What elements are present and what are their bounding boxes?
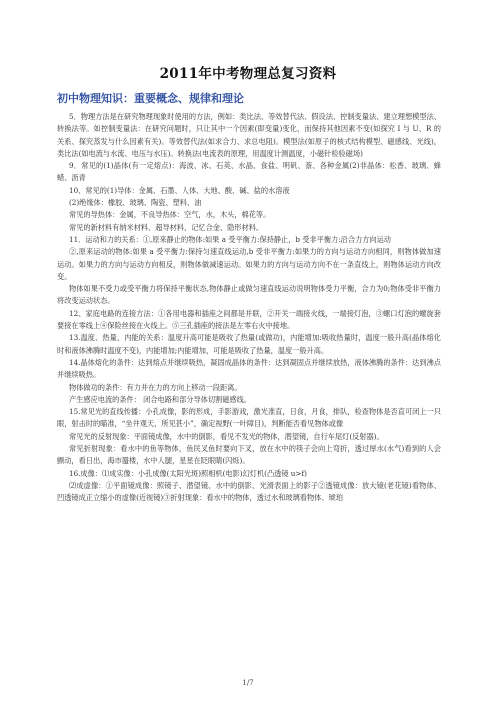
paragraph: 5．物理方法是在研究物理现象时使用的方法，例如：类比法、等效替代法、假设法、控制变量法、建立理想模型法、转换法等。如控制变量法：在研究问题时，只让其中一个因素(即变量)变化，而保持其他因素不变(如探究 I 与 U、R 的关系、探究蒸发与什么因素有关)。等效替代法(如求合力、求总电阻)。模型法(如原子的核式结构模型、磁感线、光线)，类比法(如电流与水流、电压与水压)。转换法(电流表的原理，用温度计测温度，小磁针检验磁场)	[57, 112, 441, 158]
paragraph: 常见折射现象：看水中的鱼等物体，鱼民叉鱼时要向下叉，放在水中的筷子会向上弯折，透过厚水(水气)看到的人会颤动，看日出，海市蜃楼，水中人腿，星星在眨眼睛(闪烁)。	[57, 444, 441, 466]
paragraph: 常见的导热体：金属，不良导热体：空气，水，木头，棉花等。	[69, 210, 271, 220]
paragraph: ②,原来运动的物体:如果 a 受平衡力:保持匀速直线运动,b 受非平衡力:如果力的方向与运动方向相同，则物体做加速运动。如果力的方向与运动方向相反，则物体做减速运动。如果力的方向与运动方向不在一条直线上，则物体运动方向改变。	[57, 247, 441, 281]
paragraph: ⑵成虚像：①平面镜成像：照镜子、潜望镜、水中的倒影、光滑表面上的影子②透镜成像：放大镜(老花镜)看物体、凹透镜成正立缩小的虚像(近视镜)③折射现象：看水中的物体，透过水和玻璃看物体、琥珀	[57, 480, 441, 503]
paragraph: 15.常见光的直线传播：小孔成像，影的形成，手影游戏，激光准直，日食，月食，排队，检查物体是否直可闭上一只眼，射击时的瞄准，“坐井观天，所见甚小”，确定视野(一叶障目)，判断能否看见物体或像	[57, 407, 441, 429]
document-body	[57, 111, 441, 505]
section-heading: 初中物理知识：重要概念、规律和理论	[57, 92, 244, 105]
paragraph: 物体做功的条件：有力并在力的方向上移动一段距离。	[69, 382, 242, 392]
paragraph: (2)绝缘体：橡胶、玻璃、陶瓷、塑料、油	[69, 198, 202, 208]
paragraph: 13.温度、热量、内能的关系：温度升高可能是吸收了热量(或做功)，内能增加:吸收热量时，温度一般升高(晶体熔化时和液体沸腾时温度不变)，内能增加;内能增加，可能是吸收了热量，温度一般升高。	[57, 333, 441, 355]
page-number: 1/7	[242, 679, 254, 687]
paragraph: 常见的新材料有纳米材料、超导材料、记忆合金、隐形材料。	[69, 222, 264, 232]
paragraph: 16.成像：⑴成实像：小孔成像(太阳光斑)照相机(电影)幻灯机(凸透镜 u>f)	[69, 468, 307, 478]
paragraph: 物体如果不受力或受平衡力将保持平衡状态,物体静止或做匀速直线运动说明物体受力平衡，合力为0;物体受非平衡力将改变运动状态。	[57, 284, 441, 306]
paragraph: 9．常见的(1)晶体(有一定熔点)：海波、冰、石英、水晶、食盐、明矾、萘、各种金属(2)非晶体：松香、玻璃、蜂蜡、沥青	[57, 161, 441, 183]
paragraph: 常见光的反射现象：平面镜成像，水中的倒影，看见不发光的物体，潜望镜，自行车尾灯(反射器)。	[69, 431, 384, 441]
document-title: 2011年中考物理总复习资料	[159, 66, 337, 82]
paragraph: 10、常见的(1)导体：金属、石墨、人体、大地、酸、碱、盐的水溶液	[69, 185, 290, 195]
paragraph: 11．运动和力的关系：①,原来静止的物体:如果 a 受平衡力:保持静止，b 受非平衡力:沿合力方向运动	[69, 234, 391, 244]
paragraph: 14.晶体熔化的条件：达到熔点并继续吸热，凝固成晶体的条件：达到凝固点并继续放热，液体沸腾的条件：达到沸点并继续吸热。	[57, 357, 441, 380]
paragraph: 12、家庭电路的连接方法：①各用电器和插座之间都是并联，②开关一端接火线，一端接灯泡，③螺口灯泡的螺旋套要接在零线上④保险丝接在火线上。⑤三孔插座的接法是左零右火中接地。	[57, 308, 441, 331]
paragraph: 产生感应电流的条件： 闭合电路和部分导体切割磁感线。	[69, 394, 251, 404]
